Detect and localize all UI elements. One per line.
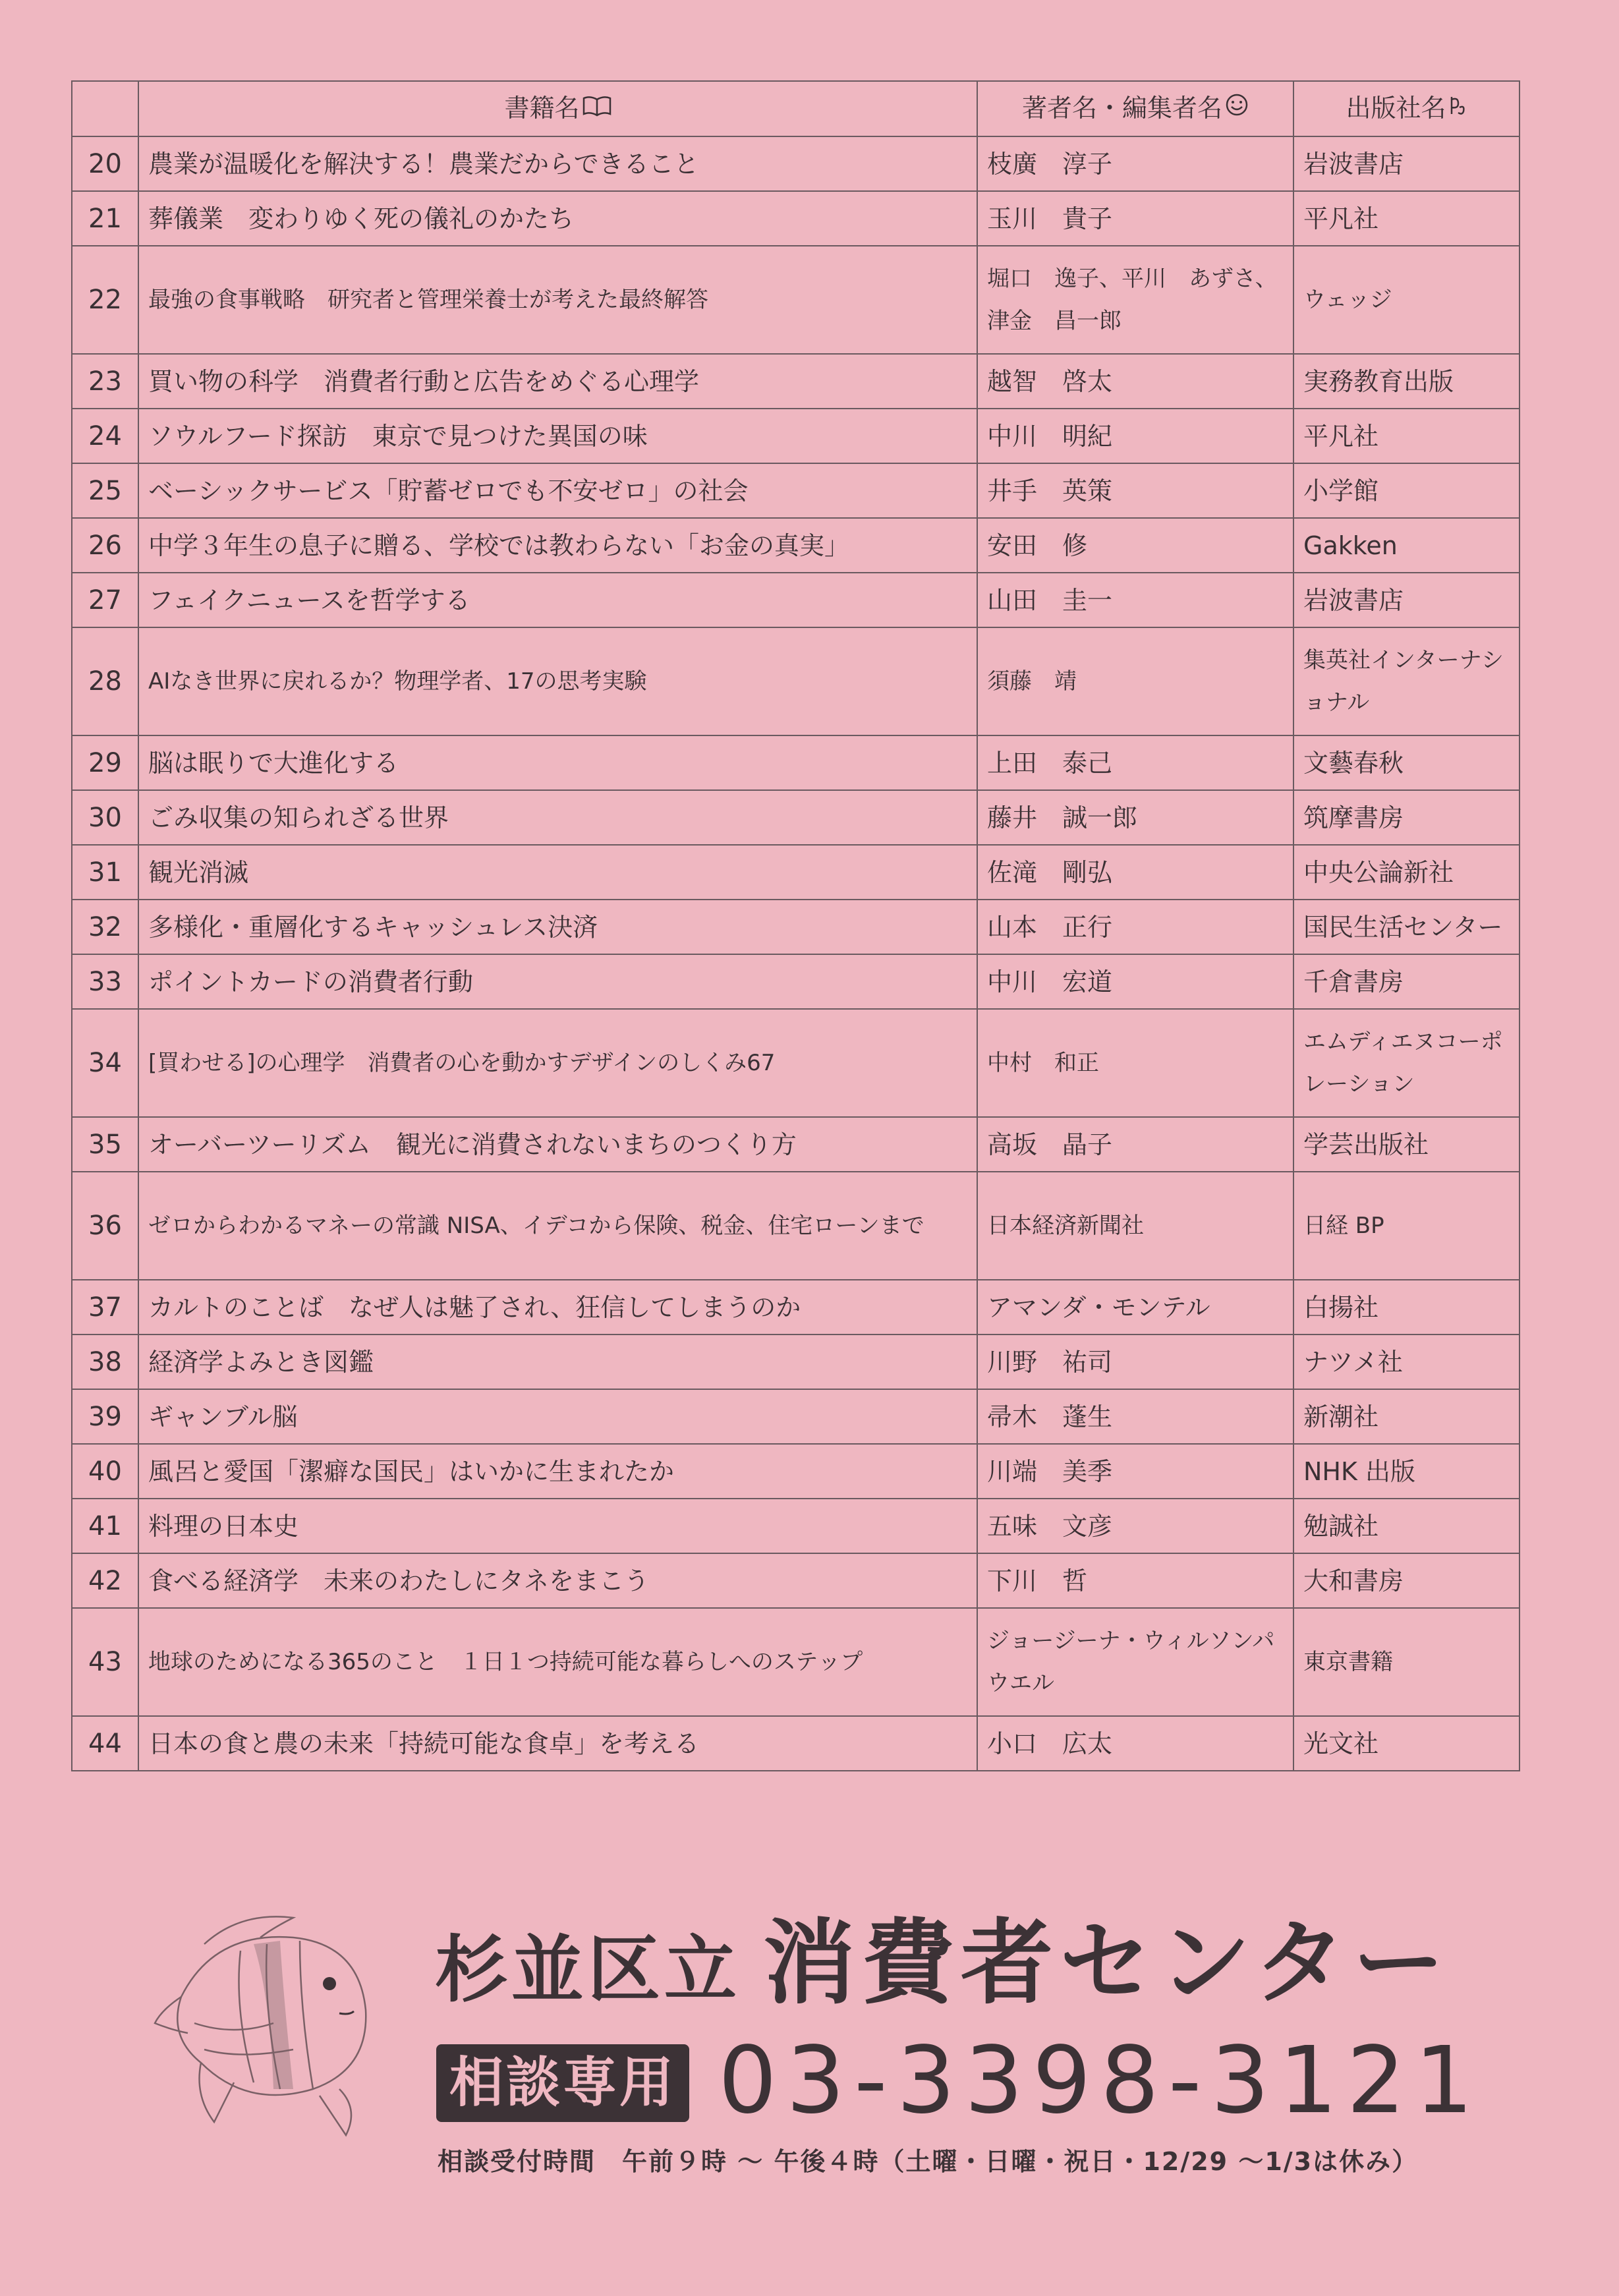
cell-author: 山本 正行 [977,900,1293,954]
cell-number: 34 [72,1009,138,1117]
table-row [72,900,1520,954]
cell-author: 越智 啓太 [977,354,1293,409]
cell-publisher: 学芸出版社 [1293,1117,1520,1172]
cell-number: 33 [72,954,138,1009]
consult-only-badge: 相談専用 [436,2044,689,2122]
cell-author: 中村 和正 [977,1009,1293,1117]
center-name [435,1910,1452,2019]
cell-publisher: 集英社インターナショナル [1293,627,1520,735]
phone-number: 03-3398-3121 [718,2027,1483,2135]
header-publisher [1293,81,1520,136]
cell-author: 藤井 誠一郎 [977,790,1293,845]
table-row [72,1608,1520,1716]
cell-number: 23 [72,354,138,409]
cell-number: 29 [72,735,138,790]
cell-author: 小口 広太 [977,1716,1293,1771]
cell-title: ごみ収集の知られざる世界 [138,790,977,845]
table-row [72,354,1520,409]
cell-publisher: 小学館 [1293,463,1520,518]
table-row [72,518,1520,573]
table-row [72,735,1520,790]
cell-publisher: 光文社 [1293,1716,1520,1771]
cell-title: カルトのことば なぜ人は魅了され、狂信してしまうのか [138,1280,977,1335]
cell-title: 葬儀業 変わりゆく死の儀礼のかたち [138,191,977,246]
cell-number: 40 [72,1444,138,1499]
cell-title: ベーシックサービス「貯蓄ゼロでも不安ゼロ」の社会 [138,463,977,518]
cell-publisher: 日経 BP [1293,1172,1520,1280]
cell-author: 下川 哲 [977,1553,1293,1608]
cell-author: 川野 祐司 [977,1335,1293,1389]
cell-publisher: 平凡社 [1293,191,1520,246]
table-row [72,409,1520,463]
cell-title: ギャンブル脳 [138,1389,977,1444]
table-row [72,1172,1520,1280]
table-row [72,790,1520,845]
cell-title: ソウルフード探訪 東京で見つけた異国の味 [138,409,977,463]
cell-number: 25 [72,463,138,518]
cell-author: 日本経済新聞社 [977,1172,1293,1280]
cell-author: 玉川 貴子 [977,191,1293,246]
open-book-icon [582,96,611,123]
cell-author: 佐滝 剛弘 [977,845,1293,900]
cell-number: 27 [72,573,138,627]
cell-title: 地球のためになる365のこと １日１つ持続可能な暮らしへのステップ [138,1608,977,1716]
cell-publisher: 国民生活センター [1293,900,1520,954]
table-row [72,246,1520,354]
cell-publisher: ウェッジ [1293,246,1520,354]
table-row [72,1553,1520,1608]
cell-title: フェイクニュースを哲学する [138,573,977,627]
cell-publisher: 実務教育出版 [1293,354,1520,409]
cell-number: 41 [72,1499,138,1553]
table-row [72,1444,1520,1499]
cell-number: 35 [72,1117,138,1172]
cell-number: 43 [72,1608,138,1716]
cell-number: 20 [72,136,138,191]
cell-title: オーバーツーリズム 観光に消費されないまちのつくり方 [138,1117,977,1172]
cell-number: 22 [72,246,138,354]
cell-title: 経済学よみとき図鑑 [138,1335,977,1389]
table-row [72,1389,1520,1444]
cell-number: 38 [72,1335,138,1389]
cell-author: ジョージーナ・ウィルソンパウエル [977,1608,1293,1716]
signature-icon [1449,96,1467,123]
cell-title: 最強の食事戦略 研究者と管理栄養士が考えた最終解答 [138,246,977,354]
ward-name: 杉並区立 [435,1928,741,2012]
table-row [72,845,1520,900]
table-row [72,1335,1520,1389]
cell-title: 風呂と愛国「潔癖な国民」はいかに生まれたか [138,1444,977,1499]
cell-number: 36 [72,1172,138,1280]
table-row [72,1117,1520,1172]
table-row [72,627,1520,735]
header-publisher-label: 出版社名 [1346,94,1446,123]
cell-number: 42 [72,1553,138,1608]
cell-author: 枝廣 淳子 [977,136,1293,191]
cell-author: 五味 文彦 [977,1499,1293,1553]
cell-author: アマンダ・モンテル [977,1280,1293,1335]
header-author-label: 著者名・編集者名 [1021,94,1222,123]
table-row [72,136,1520,191]
cell-publisher: 平凡社 [1293,409,1520,463]
consult-hours: 相談受付時間 午前９時 〜 午後４時（土曜・日曜・祝日・12/29 〜1/3は休み） [438,2147,1419,2176]
cell-number: 26 [72,518,138,573]
table-row [72,463,1520,518]
books-table [71,80,1520,1771]
cell-publisher: 岩波書店 [1293,136,1520,191]
cell-publisher: 大和書房 [1293,1553,1520,1608]
center-title: 消費者センター [763,1910,1452,2017]
table-row [72,1009,1520,1117]
cell-publisher: 中央公論新社 [1293,845,1520,900]
smiley-icon [1225,96,1249,123]
cell-publisher: 東京書籍 [1293,1608,1520,1716]
cell-number: 21 [72,191,138,246]
cell-publisher: 千倉書房 [1293,954,1520,1009]
cell-author: 川端 美季 [977,1444,1293,1499]
cell-publisher: NHK 出版 [1293,1444,1520,1499]
cell-title: 食べる経済学 未来のわたしにタネをまこう [138,1553,977,1608]
header-author [977,81,1293,136]
table-row [72,573,1520,627]
cell-publisher: 白揚社 [1293,1280,1520,1335]
cell-title: 料理の日本史 [138,1499,977,1553]
cell-author: 井手 英策 [977,463,1293,518]
table-row [72,1499,1520,1553]
fish-illustration-icon [142,1898,405,2142]
cell-author: 上田 泰己 [977,735,1293,790]
cell-publisher: 文藝春秋 [1293,735,1520,790]
cell-publisher: 岩波書店 [1293,573,1520,627]
cell-title: 脳は眠りで大進化する [138,735,977,790]
cell-number: 24 [72,409,138,463]
table-row [72,1716,1520,1771]
header-number [72,81,138,136]
cell-publisher: 勉誠社 [1293,1499,1520,1553]
cell-author: 須藤 靖 [977,627,1293,735]
cell-publisher: Gakken [1293,518,1520,573]
cell-title: 農業が温暖化を解決する！農業だからできること [138,136,977,191]
table-row [72,1280,1520,1335]
cell-number: 30 [72,790,138,845]
cell-publisher: 新潮社 [1293,1389,1520,1444]
cell-publisher: ナツメ社 [1293,1335,1520,1389]
cell-publisher: エムディエヌコーポレーション [1293,1009,1520,1117]
table-header-row [72,81,1520,136]
cell-title: AIなき世界に戻れるか？物理学者、17の思考実験 [138,627,977,735]
cell-title: 日本の食と農の未来「持続可能な食卓」を考える [138,1716,977,1771]
cell-number: 39 [72,1389,138,1444]
cell-number: 31 [72,845,138,900]
cell-author: 中川 宏道 [977,954,1293,1009]
cell-author: 帚木 蓬生 [977,1389,1293,1444]
header-title-label: 書籍名 [504,94,580,123]
cell-publisher: 筑摩書房 [1293,790,1520,845]
cell-author: 堀口 逸子、平川 あずさ、津金 昌一郎 [977,246,1293,354]
cell-title: 観光消滅 [138,845,977,900]
table-row [72,191,1520,246]
table-row [72,954,1520,1009]
cell-author: 中川 明紀 [977,409,1293,463]
cell-author: 山田 圭一 [977,573,1293,627]
cell-number: 32 [72,900,138,954]
cell-author: 安田 修 [977,518,1293,573]
cell-number: 44 [72,1716,138,1771]
cell-title: 中学３年生の息子に贈る、学校では教わらない「お金の真実」 [138,518,977,573]
cell-author: 高坂 晶子 [977,1117,1293,1172]
cell-number: 37 [72,1280,138,1335]
cell-title: ポイントカードの消費者行動 [138,954,977,1009]
cell-title: 買い物の科学 消費者行動と広告をめぐる心理学 [138,354,977,409]
cell-title: [買わせる]の心理学 消費者の心を動かすデザインのしくみ67 [138,1009,977,1117]
cell-title: 多様化・重層化するキャッシュレス決済 [138,900,977,954]
header-title [138,81,977,136]
cell-title: ゼロからわかるマネーの常識 NISA、イデコから保険、税金、住宅ローンまで [138,1172,977,1280]
cell-number: 28 [72,627,138,735]
